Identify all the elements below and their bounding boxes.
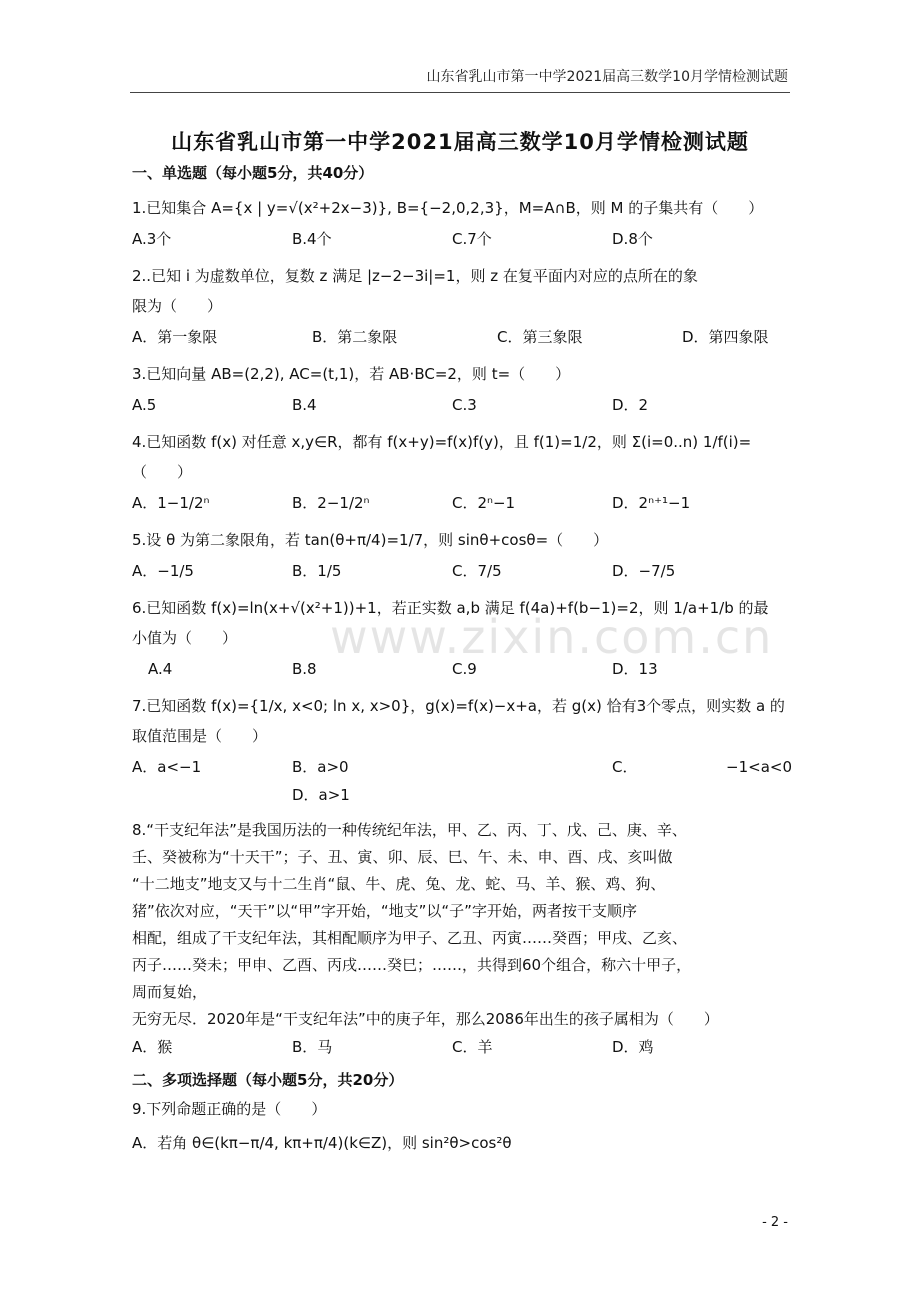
- question-4: 4.已知函数 f(x) 对任意 x,y∈R，都有 f(x+y)=f(x)f(y)，且 f(1)=1/2，则 Σ(i=0..n) 1/f(i)=（ ）: [132, 433, 752, 481]
- option-d: D．第四象限: [682, 328, 769, 346]
- question-2-options: [132, 323, 792, 351]
- question-7-options-row-2: [132, 781, 792, 809]
- option-b: B．1/5: [292, 562, 342, 580]
- option-a: A.3个: [132, 230, 172, 248]
- section-heading-multiple-choice: 二、多项选择题（每小题5分，共20分）: [132, 1071, 404, 1089]
- question-8-line: 猪”依次对应，“天干”以“甲”字开始，“地支”以“子”字开始，两者按干支顺序: [132, 902, 637, 920]
- option-c: C.9: [452, 660, 477, 678]
- question-8-line: 8.“干支纪年法”是我国历法的一种传统纪年法，甲、乙、丙、丁、戊、己、庚、辛、: [132, 821, 687, 839]
- option-b: B．马: [292, 1038, 333, 1056]
- question-8-line: 壬、癸被称为“十天干”；子、丑、寅、卯、辰、巳、午、未、申、酉、戌、亥叫做: [132, 848, 673, 866]
- option-b: B．a>0: [292, 758, 349, 776]
- option-a: A．第一象限: [132, 328, 218, 346]
- question-1: 1.已知集合 A={x | y=√(x²+2x−3)}, B={−2,0,2,3}，M=A∩B，则 M 的子集共有（ ）: [132, 199, 764, 217]
- question-5: 5.设 θ 为第二象限角，若 tan(θ+π/4)=1/7，则 sinθ+cosθ=（ ）: [132, 531, 609, 549]
- option-b: B．2−1/2ⁿ: [292, 494, 370, 512]
- running-header: 山东省乳山市第一中学2021届高三数学10月学情检测试题: [426, 69, 788, 85]
- question-6-line-2: 小值为（ ）: [132, 629, 238, 647]
- option-a: A．猴: [132, 1038, 173, 1056]
- option-d: D．2: [612, 396, 649, 414]
- option-c: C．羊: [452, 1038, 493, 1056]
- question-8: [132, 817, 792, 1033]
- question-2-line-1: 2..已知 i 为虚数单位，复数 z 满足 |z−2−3i|=1，则 z 在复平面内对应的点所在的象: [132, 267, 698, 285]
- option-b: B.4个: [292, 230, 332, 248]
- option-c: C．7/5: [452, 562, 502, 580]
- option-d: D．a>1: [292, 786, 350, 804]
- watermark: www.zixin.com.cn: [330, 610, 774, 664]
- option-a: A．a<−1: [132, 758, 202, 776]
- question-8-options: [132, 1033, 792, 1061]
- option-c: C.3: [452, 396, 477, 414]
- page-number: - 2 -: [762, 1215, 788, 1230]
- question-6-options: [132, 655, 792, 683]
- question-9-option-a: A．若角 θ∈(kπ−π/4, kπ+π/4)(k∈Z)，则 sin²θ>cos²θ: [132, 1134, 512, 1152]
- option-c-value: −1<a<0: [726, 758, 792, 776]
- section-heading-single-choice: 一、单选题（每小题5分，共40分）: [132, 164, 374, 182]
- option-d: D．−7/5: [612, 562, 676, 580]
- header-rule: [130, 92, 790, 93]
- option-a: A.4: [148, 660, 173, 678]
- question-6-line-1: 6.已知函数 f(x)=ln(x+√(x²+1))+1，若正实数 a,b 满足 f(4a)+f(b−1)=2，则 1/a+1/b 的最: [132, 599, 769, 617]
- option-c: C．2ⁿ−1: [452, 494, 516, 512]
- question-8-line: 无穷无尽．2020年是“干支纪年法”中的庚子年，那么2086年出生的孩子属相为（ ）: [132, 1010, 719, 1028]
- question-1-options: [132, 225, 792, 253]
- option-a: A.5: [132, 396, 157, 414]
- question-5-options: [132, 557, 792, 585]
- option-c-label: C．: [612, 758, 638, 776]
- question-9: 9.下列命题正确的是（ ）: [132, 1100, 327, 1118]
- option-d: D．2ⁿ⁺¹−1: [612, 494, 691, 512]
- option-d: D．鸡: [612, 1038, 654, 1056]
- option-b: B.8: [292, 660, 317, 678]
- question-4-options: [132, 489, 792, 517]
- question-8-line: “十二地支”地支又与十二生肖“鼠、牛、虎、兔、龙、蛇、马、羊、猴、鸡、狗、: [132, 875, 666, 893]
- question-3: 3.已知向量 AB=(2,2), AC=(t,1)，若 AB·BC=2，则 t=（ ）: [132, 365, 571, 383]
- question-2-line-2: 限为（ ）: [132, 297, 223, 315]
- question-8-line: 周而复始，: [132, 983, 208, 1001]
- document-title: 山东省乳山市第一中学2021届高三数学10月学情检测试题: [171, 130, 749, 154]
- option-c: C.7个: [452, 230, 492, 248]
- option-a: A．−1/5: [132, 562, 194, 580]
- question-7-line-2: 取值范围是（ ）: [132, 727, 268, 745]
- option-b: B.4: [292, 396, 317, 414]
- option-d: D．13: [612, 660, 658, 678]
- question-8-line: 丙子……癸未；甲申、乙酉、丙戌……癸巳；……，共得到60个组合，称六十甲子，: [132, 956, 692, 974]
- question-content: [132, 160, 792, 1158]
- question-7-options: [132, 753, 792, 781]
- question-8-line: 相配，组成了干支纪年法，其相配顺序为甲子、乙丑、丙寅……癸酉；甲戌、乙亥、: [132, 929, 688, 947]
- option-c: C．第三象限: [497, 328, 583, 346]
- option-d: D.8个: [612, 230, 653, 248]
- question-7-line-1: 7.已知函数 f(x)={1/x, x<0; ln x, x>0}，g(x)=f(x)−x+a，若 g(x) 恰有3个零点，则实数 a 的: [132, 697, 785, 715]
- option-a: A．1−1/2ⁿ: [132, 494, 210, 512]
- option-b: B．第二象限: [312, 328, 398, 346]
- question-3-options: [132, 391, 792, 419]
